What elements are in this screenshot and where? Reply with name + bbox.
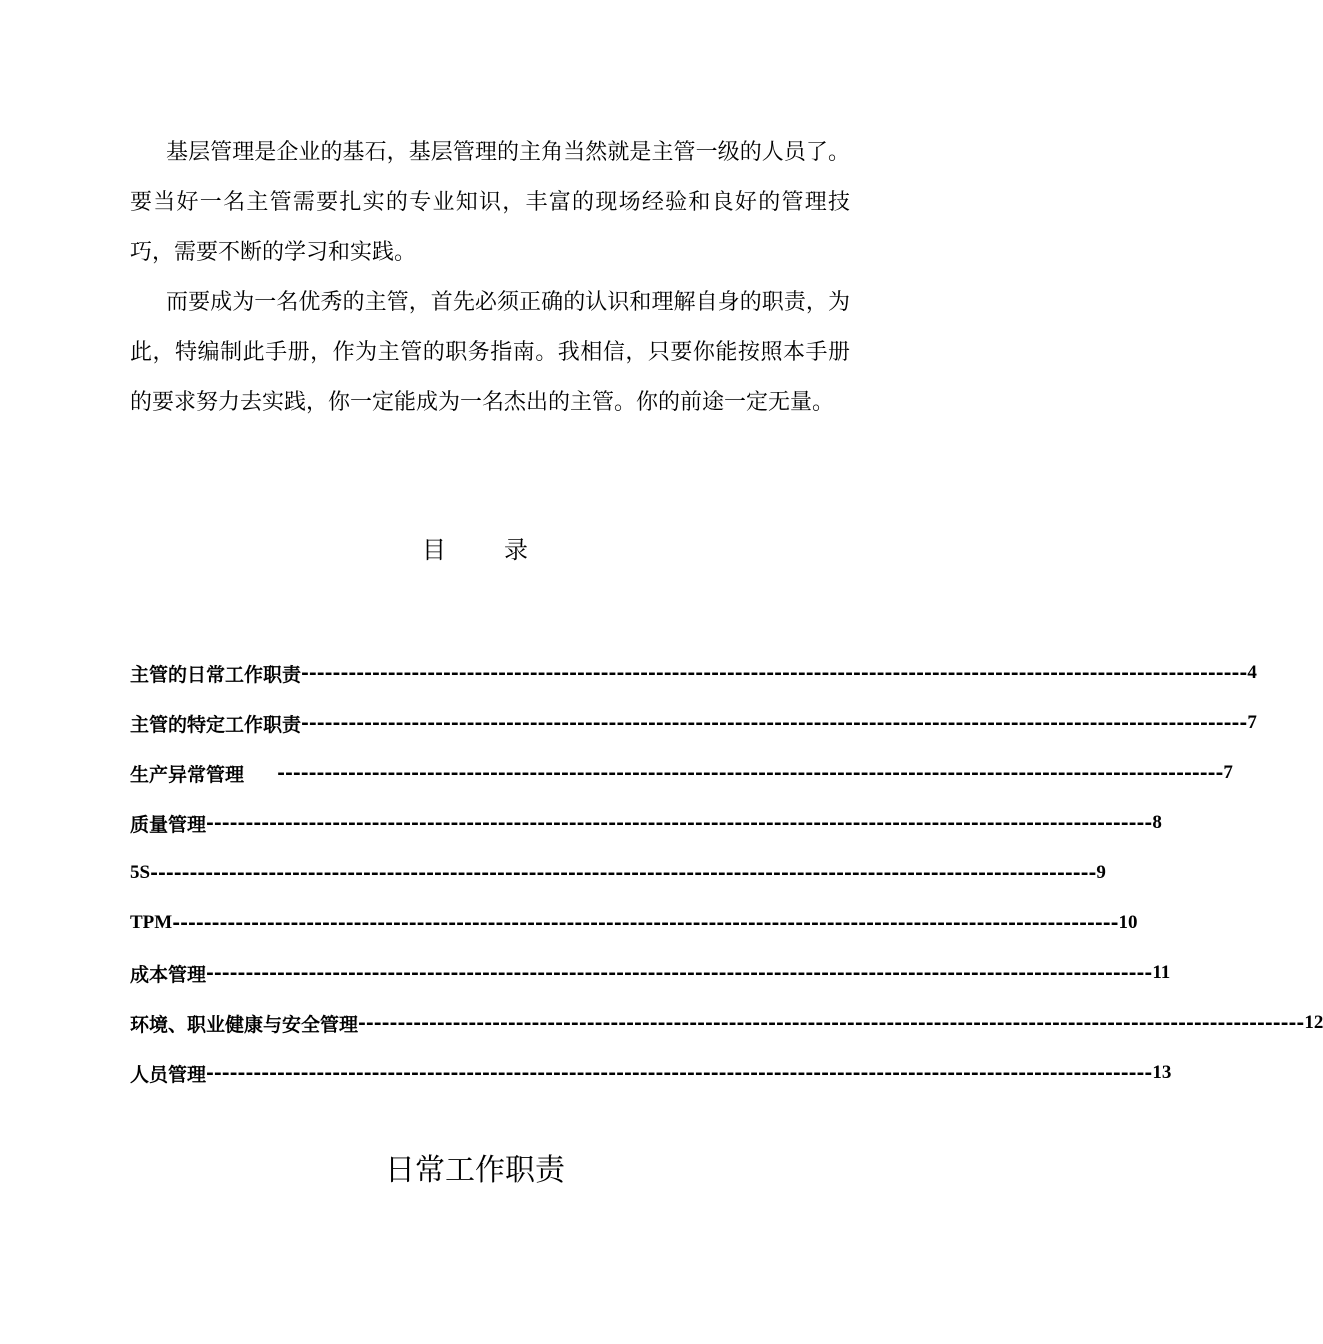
section-heading: 日常工作职责 — [385, 1153, 565, 1188]
toc-leader: ------------------------------------------------------------------------------------------------------------------------ — [150, 862, 1097, 884]
toc-entry-page: 4 — [1247, 662, 1257, 683]
intro-text — [130, 128, 850, 428]
toc-entry-label: 主管的特定工作职责 — [130, 713, 302, 736]
toc-entry-label: 人员管理 — [130, 1063, 207, 1086]
toc-entry-page: 13 — [1152, 1062, 1172, 1083]
toc-entry-label: 5S — [130, 862, 151, 883]
toc-title-char: 录 — [504, 536, 528, 564]
toc-entry-page: 11 — [1152, 962, 1171, 983]
toc-leader: ------------------------------------------------------------------------------------------------------------------------ — [244, 762, 1224, 784]
toc-entry-label: 成本管理 — [130, 963, 207, 986]
toc-entry[interactable] — [130, 998, 1323, 1048]
toc-entry[interactable] — [130, 798, 1162, 848]
toc-entry[interactable] — [130, 648, 1257, 698]
toc-leader: ------------------------------------------------------------------------------------------------------------------------ — [172, 912, 1119, 934]
toc-entry-label: TPM — [130, 912, 173, 933]
toc-entry[interactable] — [130, 848, 1106, 898]
toc-entry-page: 7 — [1247, 712, 1257, 733]
toc-entry[interactable] — [130, 948, 1171, 998]
toc-title — [0, 530, 950, 570]
toc-entry-label: 主管的日常工作职责 — [130, 663, 302, 686]
toc-entry-page: 7 — [1223, 762, 1233, 783]
toc-entry-page: 10 — [1118, 912, 1138, 933]
toc-leader: ------------------------------------------------------------------------------------------------------------------------ — [206, 812, 1153, 834]
toc-entry-label: 生产异常管理 — [130, 763, 245, 786]
toc-entry-page: 8 — [1152, 812, 1162, 833]
toc-entry[interactable] — [130, 898, 1138, 948]
toc-leader: ------------------------------------------------------------------------------------------------------------------------ — [206, 962, 1153, 984]
toc-entry-label: 环境、职业健康与安全管理 — [130, 1013, 359, 1036]
toc-entry-page: 12 — [1304, 1012, 1323, 1033]
toc-leader: ------------------------------------------------------------------------------------------------------------------------ — [301, 662, 1248, 684]
toc-entry-page: 9 — [1096, 862, 1106, 883]
toc-entry[interactable] — [130, 1048, 1172, 1098]
toc-leader: ------------------------------------------------------------------------------------------------------------------------ — [358, 1012, 1305, 1034]
toc-entry-label: 质量管理 — [130, 813, 207, 836]
toc-leader: ------------------------------------------------------------------------------------------------------------------------ — [301, 712, 1248, 734]
intro-paragraph: 而要成为一名优秀的主管，首先必须正确的认识和理解自身的职责，为此，特编制此手册，作为主管的职务指南。我相信，只要你能按照本手册的要求努力去实践，你一定能成为一名杰出的主管。你的前途一定无量。 — [130, 290, 850, 415]
toc-entry[interactable] — [130, 748, 1233, 798]
toc-entry[interactable] — [130, 698, 1257, 748]
table-of-contents — [130, 648, 1323, 1098]
toc-title-char: 目 — [422, 536, 446, 564]
toc-leader: ------------------------------------------------------------------------------------------------------------------------ — [206, 1062, 1153, 1084]
intro-paragraph: 基层管理是企业的基石，基层管理的主角当然就是主管一级的人员了。要当好一名主管需要扎实的专业知识，丰富的现场经验和良好的管理技巧，需要不断的学习和实践。 — [130, 140, 850, 265]
